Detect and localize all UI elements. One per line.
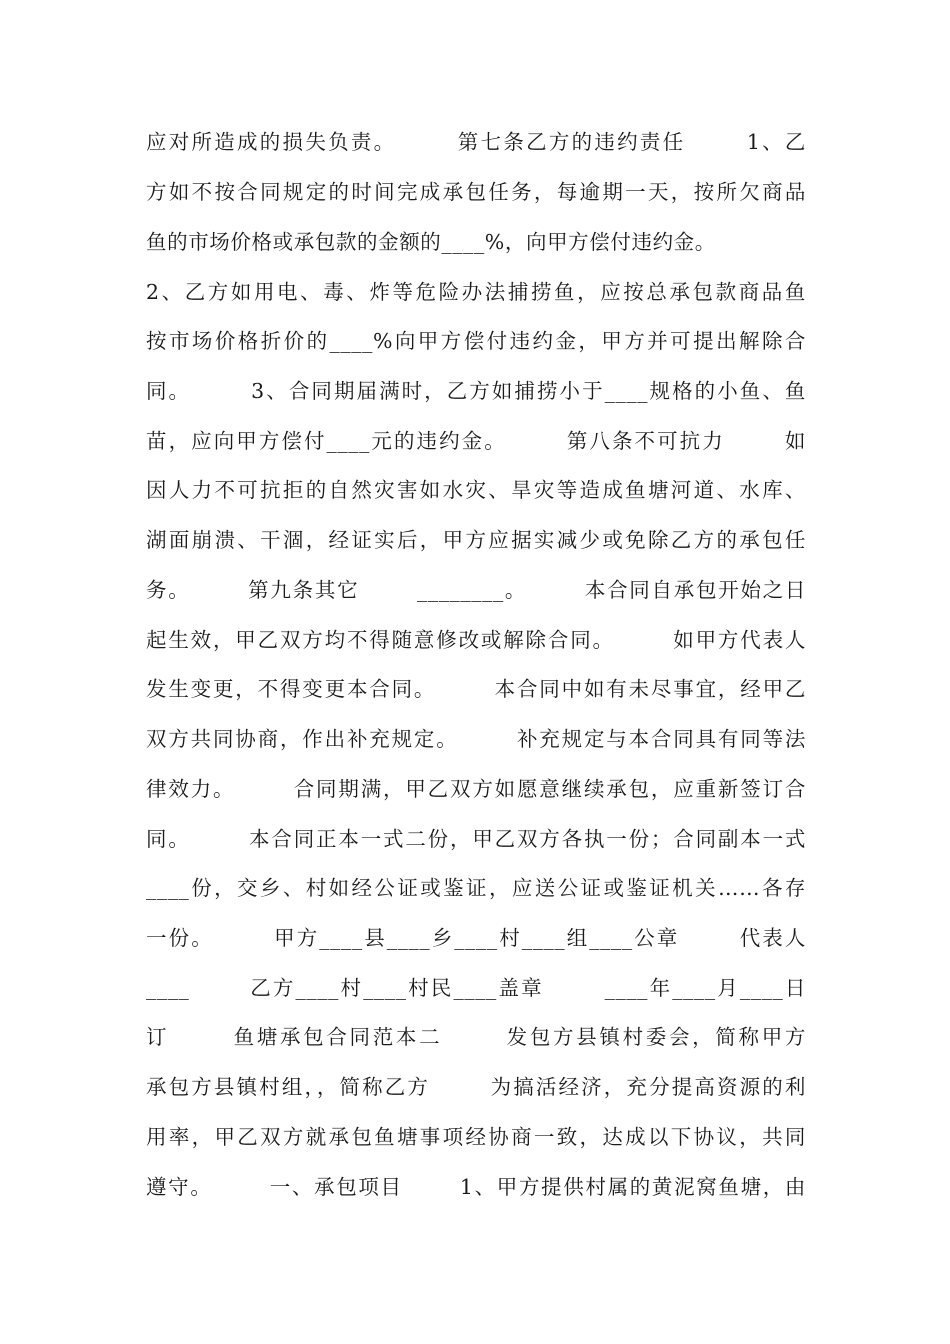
text-line: 按市场价格折价的____%向甲方偿付违约金，甲方并可提出解除合 xyxy=(146,329,806,353)
text-line: 鱼的市场价格或承包款的金额的____%，向甲方偿付违约金。 xyxy=(146,230,716,254)
text-line: 用率，甲乙双方就承包鱼塘事项经协商一致，达成以下协议，共同 xyxy=(146,1125,806,1149)
text-line: 应对所造成的损失负责。 第七条乙方的违约责任 1、乙 xyxy=(146,130,806,154)
text-line: 湖面崩溃、干涸，经证实后，甲方应据实减少或免除乙方的承包任 xyxy=(146,528,806,552)
text-line: 承包方县镇村组，，简称乙方 为搞活经济，充分提高资源的利 xyxy=(146,1075,806,1099)
text-line: 因人力不可抗拒的自然灾害如水灾、旱灾等造成鱼塘河道、水库、 xyxy=(146,478,806,502)
text-line: 律效力。 合同期满，甲乙双方如愿意继续承包，应重新签订合 xyxy=(146,777,806,801)
text-line: 同。 3、合同期届满时，乙方如捕捞小于____规格的小鱼、鱼 xyxy=(146,379,806,403)
text-line: 起生效，甲乙双方均不得随意修改或解除合同。 如甲方代表人 xyxy=(146,628,806,652)
text-line: ____ 乙方____村____村民____盖章 ____年____月____日 xyxy=(146,976,806,1000)
text-line: 遵守。 一、承包项目 1、甲方提供村属的黄泥窝鱼塘，由 xyxy=(146,1175,806,1199)
text-line: 双方共同协商，作出补充规定。 补充规定与本合同具有同等法 xyxy=(146,727,806,751)
text-line: 2、乙方如用电、毒、炸等危险办法捕捞鱼，应按总承包款商品鱼 xyxy=(146,280,806,304)
text-line: 方如不按合同规定的时间完成承包任务，每逾期一天，按所欠商品 xyxy=(146,180,806,204)
text-line: 订 鱼塘承包合同范本二 发包方县镇村委会，简称甲方 xyxy=(146,1025,806,1049)
text-line: 务。 第九条其它 ________。 本合同自承包开始之日 xyxy=(146,578,806,602)
text-line: ____份，交乡、村如经公证或鉴证，应送公证或鉴证机关……各存 xyxy=(146,876,806,900)
text-line: 一份。 甲方____县____乡____村____组____公章 代表人 xyxy=(146,926,806,950)
text-line: 苗，应向甲方偿付____元的违约金。 第八条不可抗力 如 xyxy=(146,429,806,453)
text-line: 发生变更，不得变更本合同。 本合同中如有未尽事宜，经甲乙 xyxy=(146,677,806,701)
text-line: 同。 本合同正本一式二份，甲乙双方各执一份；合同副本一式 xyxy=(146,827,806,851)
